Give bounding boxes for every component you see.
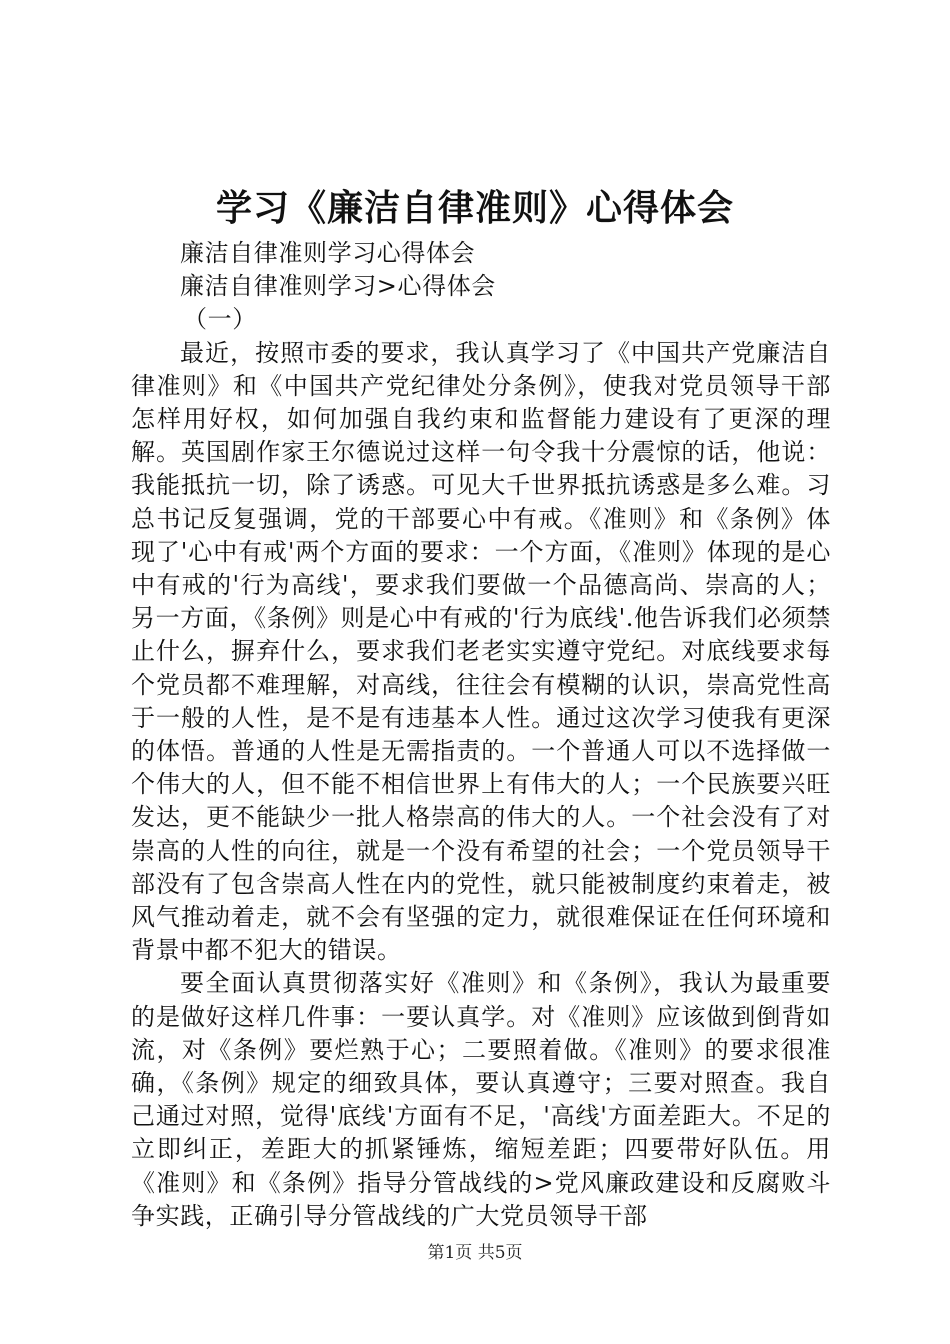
page-footer: 第1页 共5页 [427, 1243, 523, 1263]
paragraph-1: 最近，按照市委的要求，我认真学习了《中国共产党廉洁自律准则》和《中国共产党纪律处分条例》，使我对党员领导干部怎样用好权，如何加强自我约束和监督能力建设有了更深的理解。英国剧作家王尔德说过这样一句令我十分震惊的话，他说：我能抵抗一切，除了诱惑。可见大千世界抵抗诱惑是多么难。习总书记反复强调，党的干部要心中有戒。《准则》和《条例》体现了'心中有戒'两个方面的要求：一个方面，《准则》体现的是心中有戒的'行为高线'，要求我们要做一个品德高尚、崇高的人；另一方面，《条例》则是心中有戒的'行为底线'.他告诉我们必须禁止什么，摒弃什么，要求我们老老实实遵守党纪。对底线要求每个党员都不难理解，对高线，往往会有模糊的认识，崇高党性高于一般的人性，是不是有违基本人性。通过这次学习使我有更深的体悟。普通的人性是无需指责的。一个普通人可以不选择做一个伟大的人，但不能不相信世界上有伟大的人；一个民族要兴旺发达，更不能缺少一批人格崇高的伟大的人。一个社会没有了对崇高的人性的向往，就是一个没有希望的社会；一个党员领导干部没有了包含崇高人性在内的党性，就只能被制度约束着走，被风气推动着走，就不会有坚强的定力，就很难保证在任何环境和背景中都不犯大的错误。 [131, 338, 831, 965]
document-body [131, 237, 831, 1233]
subtitle-line-2: 廉洁自律准则学习>心得体会 [180, 272, 496, 301]
section-marker: （一） [183, 305, 257, 334]
document-title: 学习《廉洁自律准则》心得体会 [215, 187, 734, 229]
subtitle-line-1: 廉洁自律准则学习心得体会 [180, 239, 476, 267]
paragraph-2: 要全面认真贯彻落实好《准则》和《条例》，我认为最重要的是做好这样几件事：一要认真学。对《准则》应该做到倒背如流，对《条例》要烂熟于心；二要照着做。《准则》的要求很准确，《条例》规定的细致具体，要认真遵守；三要对照查。我自己通过对照，觉得'底线'方面有不足，'高线'方面差距大。不足的立即纠正，差距大的抓紧锤炼，缩短差距；四要带好队伍。用《准则》和《条例》指导分管战线的>党风廉政建设和反腐败斗争实践，正确引导分管战线的广大党员领导干部 [131, 969, 831, 1230]
